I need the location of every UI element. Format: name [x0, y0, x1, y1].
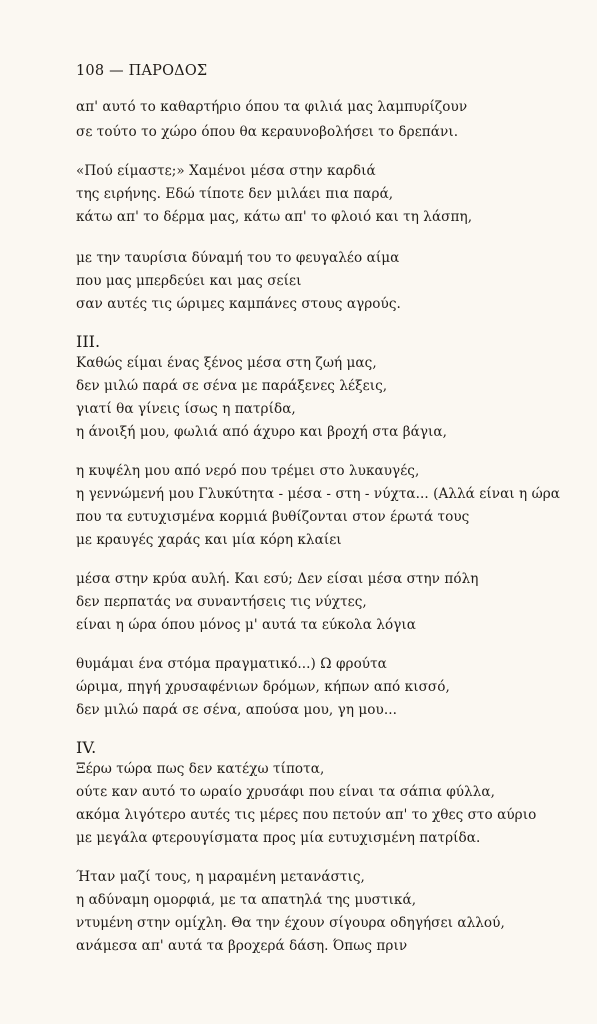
poem-line: δεν μιλώ παρά σε σένα, απούσα μου, γη μου...: [76, 702, 397, 718]
poem-line: είναι η ώρα όπου μόνος μ' αυτά τα εύκολα λόγια: [76, 617, 417, 633]
poem-line: η κυψέλη μου από νερό που τρέμει στο λυκαυγές,: [76, 463, 420, 479]
section-heading: IV.: [76, 738, 97, 757]
poem-line: ντυμένη στην ομίχλη. Θα την έχουν σίγουρα οδηγήσει αλλού,: [76, 915, 505, 931]
poem-line: θυμάμαι ένα στόμα πραγματικό...) Ω φρούτα: [76, 656, 387, 672]
poem-line: απ' αυτό το καθαρτήριο όπου τα φιλιά μας λαμπυρίζουν: [76, 99, 468, 115]
page-header: 108 — ΠΑΡΟΔΟΣ: [76, 63, 208, 79]
poem-line: Ξέρω τώρα πως δεν κατέχω τίποτα,: [76, 761, 325, 777]
poem-line: Καθώς είμαι ένας ξένος μέσα στη ζωή μας,: [76, 355, 377, 371]
poem-line: ακόμα λιγότερο αυτές τις μέρες που πετούν απ' το χθες στο αύριο: [76, 807, 537, 823]
poem-line: η αδύναμη ομορφιά, με τα απατηλά της μυστικά,: [76, 892, 417, 908]
poem-line: μέσα στην κρύα αυλή. Και εσύ; Δεν είσαι μέσα στην πόλη: [76, 571, 479, 587]
poem-line: που τα ευτυχισμένα κορμιά βυθίζονται στον έρωτά τους: [76, 509, 470, 525]
poem-line: η γεννώμενή μου Γλυκύτητα - μέσα - στη - νύχτα... (Αλλά είναι η ώρα: [76, 486, 561, 502]
poem-line: δεν περπατάς να συναντήσεις τις νύχτες,: [76, 594, 367, 610]
poem-line: ώριμα, πηγή χρυσαφένιων δρόμων, κήπων από κισσό,: [76, 679, 450, 695]
poem-line: γιατί θα γίνεις ίσως η πατρίδα,: [76, 401, 296, 417]
poem-line: ούτε καν αυτό το ωραίο χρυσάφι που είναι τα σάπια φύλλα,: [76, 784, 496, 800]
poem-line: «Πού είμαστε;» Χαμένοι μέσα στην καρδιά: [76, 163, 376, 179]
poem-line: που μας μπερδεύει και μας σείει: [76, 273, 302, 289]
poem-line: Ήταν μαζί τους, η μαραμένη μετανάστις,: [76, 869, 365, 885]
poem-line: ανάμεσα απ' αυτά τα βροχερά δάση. Όπως πριν: [76, 938, 408, 954]
poem-line: σαν αυτές τις ώριμες καμπάνες στους αγρούς.: [76, 296, 401, 312]
poem-line: κάτω απ' το δέρμα μας, κάτω απ' το φλοιό και τη λάσπη,: [76, 209, 473, 225]
poem-line: με μεγάλα φτερουγίσματα προς μία ευτυχισμένη πατρίδα.: [76, 830, 481, 846]
poem-line: με κραυγές χαράς και μία κόρη κλαίει: [76, 532, 342, 548]
poem-line: της ειρήνης. Εδώ τίποτε δεν μιλάει πια παρά,: [76, 186, 394, 202]
poem-line: σε τούτο το χώρο όπου θα κεραυνοβολήσει το δρεπάνι.: [76, 124, 459, 140]
poem-line: η άνοιξή μου, φωλιά από άχυρο και βροχή στα βάγια,: [76, 424, 448, 440]
section-heading: III.: [76, 332, 101, 351]
poem-line: δεν μιλώ παρά σε σένα με παράξενες λέξεις,: [76, 378, 388, 394]
poem-line: με την ταυρίσια δύναμή του το φευγαλέο αίμα: [76, 250, 400, 266]
